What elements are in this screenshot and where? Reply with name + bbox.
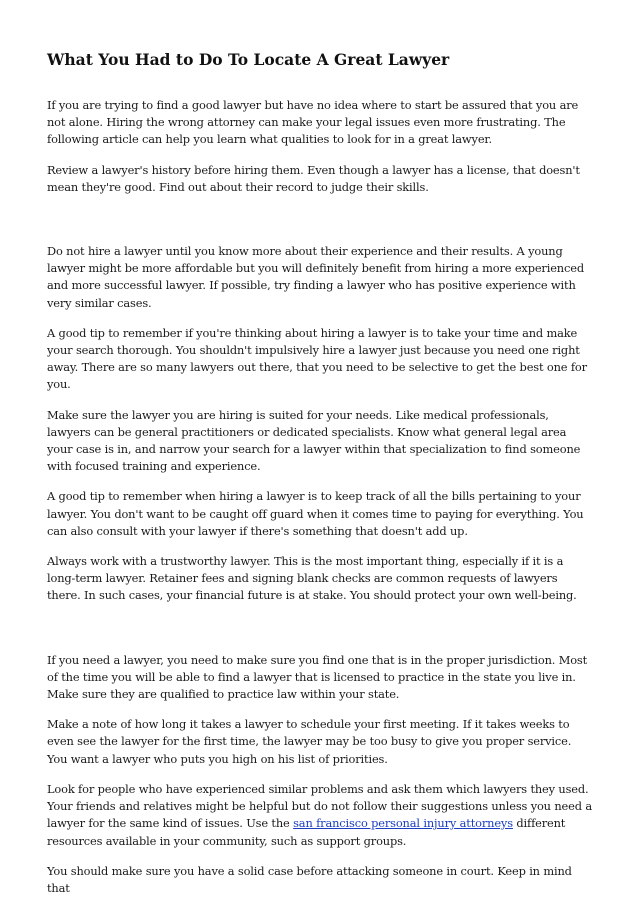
document-page [47, 50, 593, 910]
paragraph-experience: Do not hire a lawyer until you know more about their experience and their results. A young lawyer might be more affordable but you will definitely benefit from hiring a more experienced and more successful lawyer. If possible, try finding a lawyer who has positive experience with very similar cases. [47, 244, 584, 310]
link-paragraph-after: different resources available in your community, such as support groups. [47, 816, 566, 848]
paragraph-jurisdiction: If you need a lawyer, you need to make sure you find one that is in the proper jurisdiction. Most of the time you will be able to find a lawyer that is licensed to practice in the state you live in. Make sure they are qualified to practice law within your state. [47, 652, 588, 702]
paragraph-suited: Make sure the lawyer you are hiring is suited for your needs. Like medical professionals, lawyers can be general practitioners or dedicated specialists. Know what general legal area your case is in, and narrow your search for a lawyer within that specialization to find someone with focused training and experience. [47, 407, 581, 474]
paragraph-take-time: A good tip to remember if you're thinking about hiring a lawyer is to take your time and make your search thorough. You shouldn't impulsively hire a lawyer just because you need one right away. There are so many lawyers out there, that you need to be selective to get the best one for you. [47, 325, 587, 392]
page-title: What You Had to Do To Locate A Great Lawyer [47, 50, 450, 69]
paragraph-solid-case: You should make sure you have a solid case before attacking someone in court. Keep in mind that [47, 863, 572, 895]
paragraph-resources [47, 781, 593, 850]
link-paragraph-before: Look for people who have experienced similar problems and ask them which lawyers they used. Your friends and relatives might be helpful but do not follow their suggestions unless you need a lawyer for the same kind of issues. Use the [47, 781, 592, 831]
attorney-link[interactable]: san francisco personal injury attorneys [293, 816, 513, 831]
paragraph-intro: If you are trying to find a good lawyer but have no idea where to start be assured that you are not alone. Hiring the wrong attorney can make your legal issues even more frustrating. The following article can help you learn what qualities to look for in a great lawyer. [47, 98, 579, 147]
paragraph-schedule: Make a note of how long it takes a lawyer to schedule your first meeting. If it takes weeks to even see the lawyer for the first time, the lawyer may be too busy to give you proper service. You want a lawyer who puts you high on his list of priorities. [47, 717, 572, 766]
paragraph-bills: A good tip to remember when hiring a lawyer is to keep track of all the bills pertaining to your lawyer. You don't want to be caught off guard when it comes time to paying for everything. You can also consult with your lawyer if there's something that doesn't add up. [47, 489, 584, 538]
paragraph-history: Review a lawyer's history before hiring them. Even though a lawyer has a license, that doesn't mean they're good. Find out about their record to judge their skills. [47, 162, 580, 194]
paragraph-trustworthy: Always work with a trustworthy lawyer. This is the most important thing, especially if it is a long-term lawyer. Retainer fees and signing blank checks are common requests of lawyers there. In such cases, your financial future is at stake. You should protect your own well-being. [47, 554, 577, 603]
